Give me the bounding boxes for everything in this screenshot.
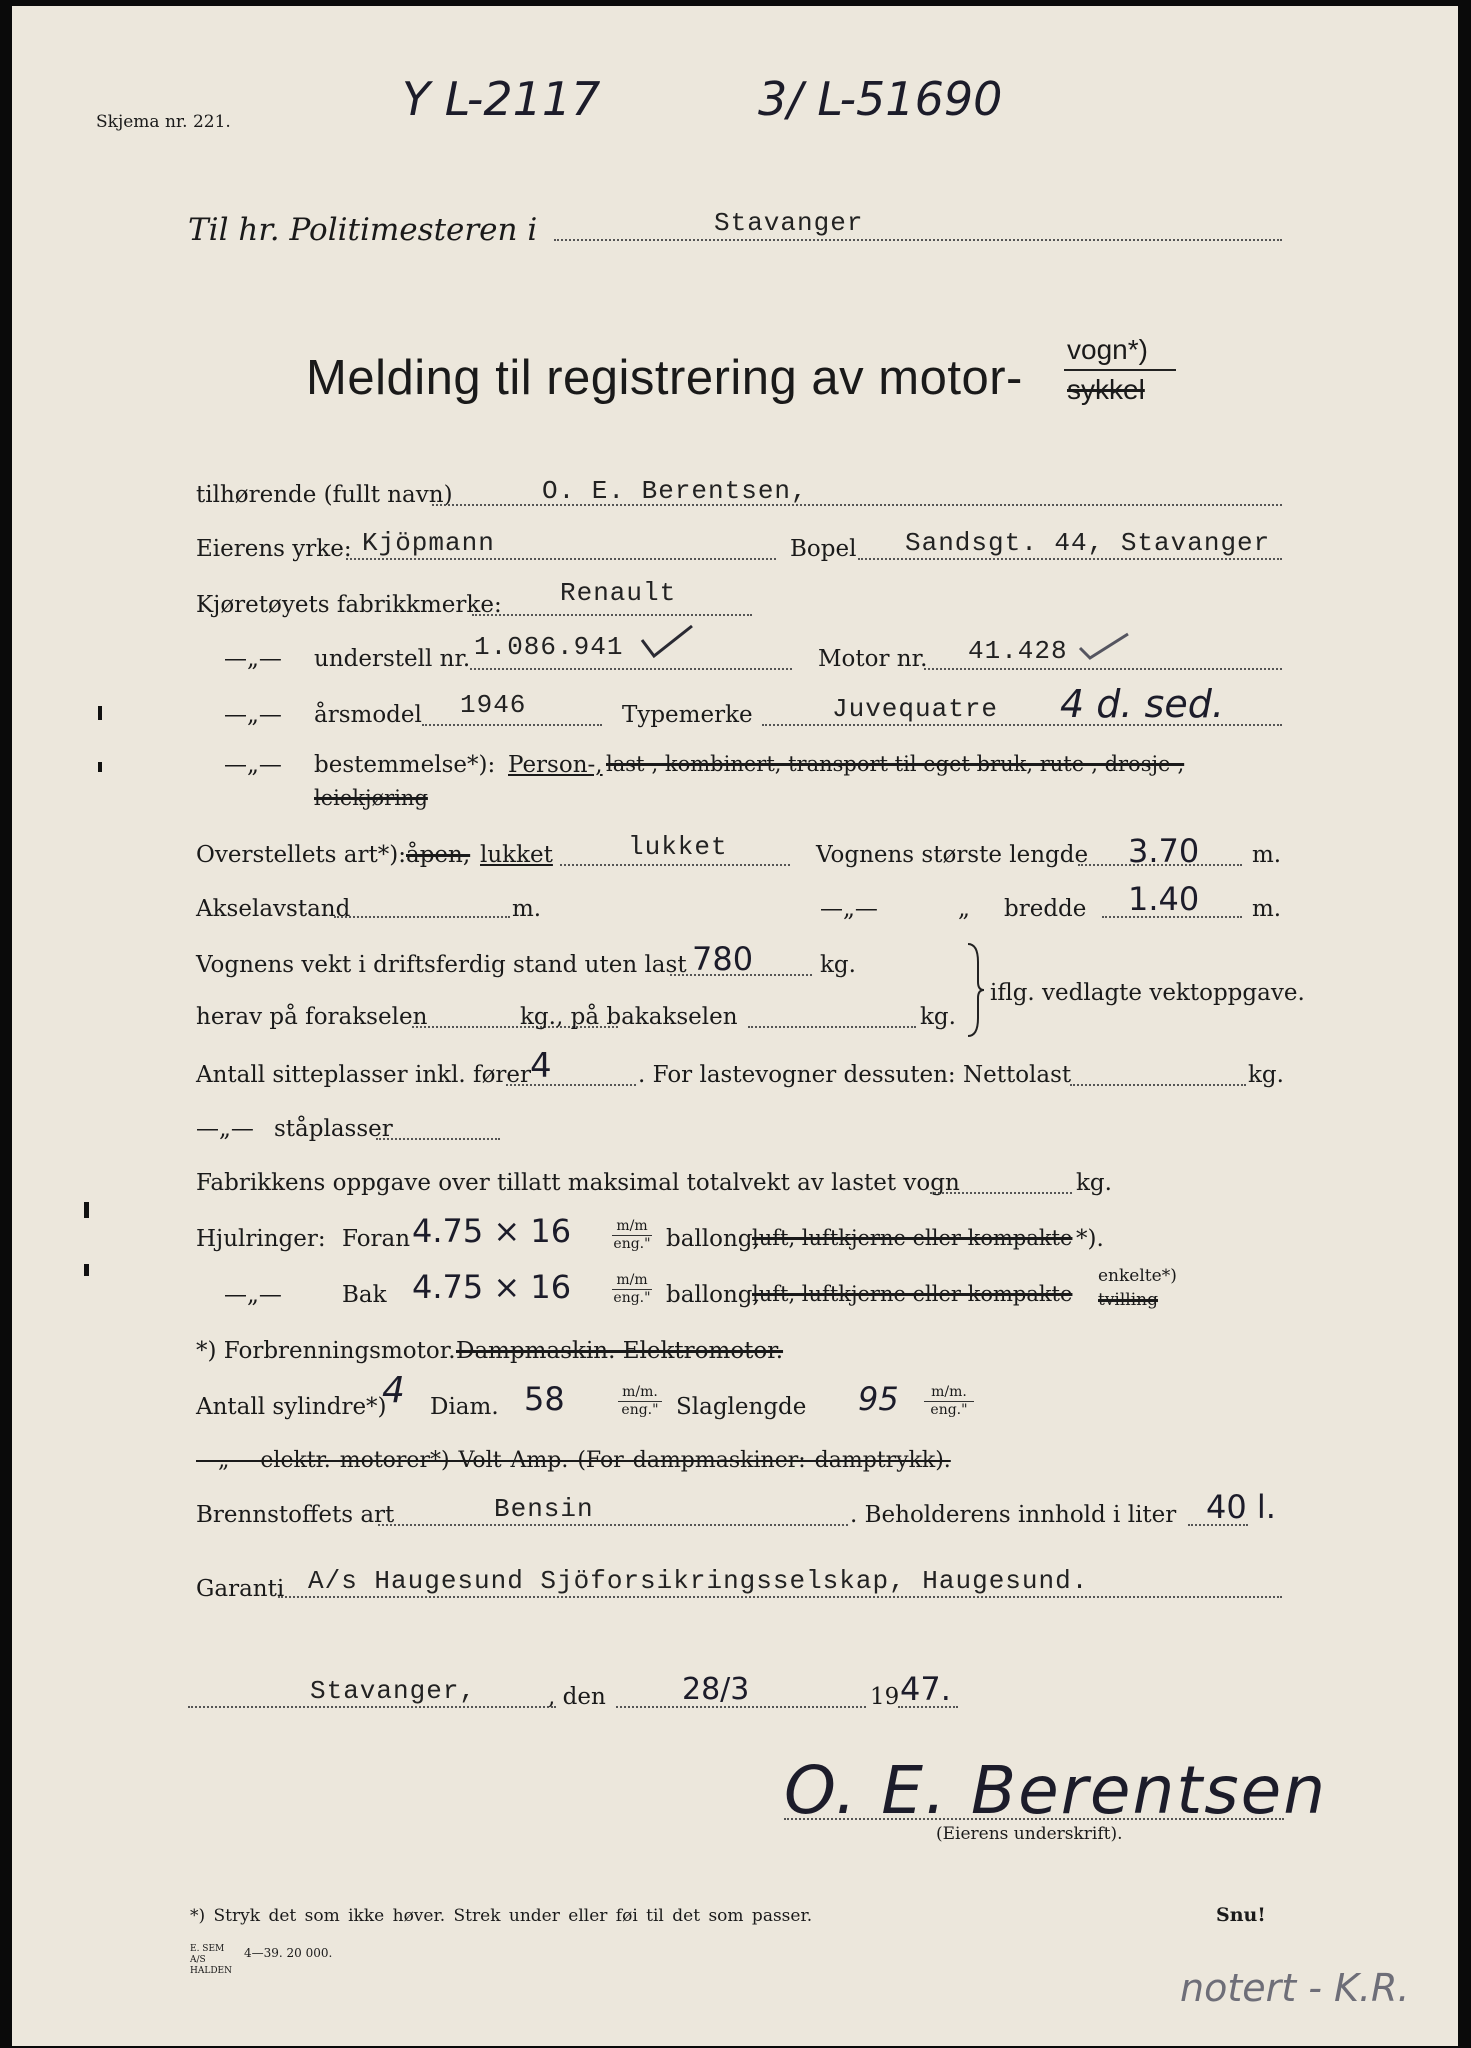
handwritten-reference-2: 3/ L-51690 (758, 72, 1003, 126)
signature-place: Stavanger, (310, 1676, 477, 1706)
width-label: bredde (1004, 896, 1087, 922)
dotted-line (346, 558, 776, 560)
dotted-line (930, 1192, 1072, 1194)
engine-type-selected: *) Forbrenningsmotor. (196, 1338, 456, 1364)
printer-imprint: E. SEM A/S HALDEN (190, 1944, 232, 1976)
dotted-line (898, 1706, 958, 1708)
dotted-line (924, 668, 1282, 670)
tires-rear-unit: m/m eng." (613, 1272, 651, 1306)
max-weight-label: Fabrikkens oppgave over tillatt maksimal totalvekt av lastet vogn (196, 1170, 960, 1196)
turn-over-note: Snu! (1216, 1904, 1266, 1926)
body-type-label: Overstellets art*): (196, 842, 406, 868)
guarantee-label: Garanti (196, 1576, 285, 1602)
ditto-mark: —„— (820, 896, 878, 922)
dotted-line (506, 1084, 636, 1086)
ditto-mark: —„— (224, 702, 282, 728)
payload-unit: kg. (1248, 1062, 1284, 1088)
dotted-line (1078, 864, 1242, 866)
tires-rear-balloon: ballong, (666, 1282, 760, 1308)
dotted-line (472, 614, 752, 616)
seats-value: 4 (530, 1046, 552, 1086)
guarantee-value: A/s Haugesund Sjöforsikringsselskap, Haugesund. (308, 1566, 1089, 1596)
max-weight-unit: kg. (1076, 1170, 1112, 1196)
dotted-line (188, 1706, 556, 1708)
registration-form-page (12, 6, 1458, 2046)
tires-rear-twin: tvilling (1098, 1290, 1159, 1310)
payload-label: . For lastevogner dessuten: Nettolast (638, 1062, 1072, 1088)
print-run: 4—39. 20 000. (244, 1946, 333, 1960)
purpose-struck-options: last-, kombinert, transport til eget bruk, rute-, drosje-, (606, 752, 1185, 776)
make-label: Kjøretøyets fabrikkmerke: (196, 592, 502, 618)
dotted-line (858, 558, 1282, 560)
check-mark-icon (1076, 628, 1132, 664)
dotted-line (1102, 916, 1242, 918)
tires-rear-single: enkelte*) (1098, 1266, 1177, 1286)
footnote: *) Stryk det som ikke høver. Strek under eller føi til det som passer. (190, 1906, 813, 1926)
type-label: Typemerke (622, 702, 753, 728)
wheelbase-label: Akselavstand (196, 896, 351, 922)
stroke-value: 95 (858, 1380, 899, 1418)
body-closed-option: lukket (480, 842, 553, 868)
length-unit: m. (1252, 842, 1282, 868)
engine-number-label: Motor nr. (818, 646, 928, 672)
chassis-label: understell nr. (314, 646, 471, 672)
dotted-line (432, 504, 1282, 506)
model-year: 1946 (460, 690, 527, 720)
tires-label: Hjulringer: (196, 1226, 326, 1252)
bore-label: Diam. (430, 1394, 499, 1420)
owner-name: O. E. Berentsen, (542, 476, 808, 506)
ditto-mark: —„— (224, 646, 282, 672)
length-label: Vognens største lengde (816, 842, 1089, 868)
seats-label: Antall sitteplasser inkl. fører (196, 1062, 532, 1088)
signature-caption: (Eierens underskrift). (936, 1824, 1123, 1844)
handwritten-note: notert - K.R. (1180, 1966, 1410, 2010)
form-number: Skjema nr. 221. (96, 112, 231, 132)
form-title: Melding til registrering av motor- (306, 351, 1023, 405)
title-option-vogn: vogn*) (1067, 334, 1148, 365)
dotted-line (378, 1524, 848, 1526)
address-label: Bopel (790, 536, 857, 562)
addressee-label: Til hr. Politimesteren i (188, 212, 538, 248)
cylinders-value: 4 (382, 1370, 405, 1411)
standing-places-label: ståplasser (274, 1116, 393, 1142)
address-value: Sandsgt. 44, Stavanger (905, 528, 1271, 558)
model-year-label: årsmodel (314, 702, 422, 728)
check-mark-icon (638, 622, 698, 662)
dotted-line (554, 239, 1282, 241)
dotted-line (422, 724, 602, 726)
ditto-mark: —„— (196, 1116, 254, 1142)
wheelbase-unit: m. (512, 896, 542, 922)
tires-rear-size: 4.75 × 16 (412, 1268, 572, 1306)
make-value: Renault (560, 578, 677, 608)
chassis-number: 1.086.941 (474, 632, 624, 662)
purpose-label: bestemmelse*): (314, 752, 496, 778)
tires-rear-label: Bak (342, 1282, 387, 1308)
margin-mark (84, 1202, 89, 1218)
length-value: 3.70 (1128, 832, 1200, 870)
width-ditto: „ (958, 896, 970, 922)
bore-unit: m/m. eng." (618, 1384, 662, 1419)
title-option-divider (1064, 369, 1176, 371)
tires-front-footnote: *). (1076, 1226, 1104, 1252)
tires-front-label: Foran (342, 1226, 411, 1252)
margin-mark (84, 1264, 89, 1276)
year-prefix: 19 (870, 1684, 900, 1710)
owner-name-label: tilhørende (fullt navn) (196, 482, 453, 508)
purpose-struck-hire: leiekjøring (314, 786, 428, 810)
occupation-label: Eierens yrke: (196, 536, 352, 562)
occupation-value: Kjöpmann (362, 528, 495, 558)
dotted-line (616, 1706, 866, 1708)
margin-mark (98, 762, 102, 772)
front-axle-label: herav på forakselen (196, 1004, 428, 1030)
cylinders-label: Antall sylindre*) (196, 1394, 387, 1420)
margin-mark (98, 706, 102, 720)
weight-certificate-note: iflg. vedlagte vektoppgave. (990, 980, 1305, 1006)
dotted-line (334, 916, 510, 918)
owner-signature: O. E. Berentsen (784, 1752, 1328, 1829)
stroke-label: Slaglengde (676, 1394, 807, 1420)
width-value: 1.40 (1128, 880, 1200, 918)
electric-motor-line-struck: —„— elektr. motorer*) Volt Amp. (For dampmaskiner: damptrykk). (196, 1448, 951, 1473)
tires-front-struck: luft, luftkjerne eller kompakte (752, 1226, 1073, 1250)
addressee-city: Stavanger (714, 208, 864, 238)
dotted-line (748, 1026, 916, 1028)
kerb-weight-unit: kg. (820, 952, 856, 978)
dotted-line (670, 974, 812, 976)
tires-front-balloon: ballong, (666, 1226, 760, 1252)
tires-front-unit: m/m eng." (613, 1218, 651, 1252)
date-label: , den (548, 1684, 606, 1710)
ditto-mark: —„— (224, 752, 282, 778)
bore-value: 58 (524, 1380, 565, 1418)
type-handwritten: 4 d. sed. (1060, 682, 1224, 726)
dotted-line (560, 864, 790, 866)
rear-axle-label: kg., på bakakselen (520, 1004, 738, 1030)
tank-value: 40 l. (1206, 1488, 1276, 1526)
dotted-line (470, 668, 792, 670)
fuel-label: Brennstoffets art (196, 1502, 395, 1528)
dotted-line (784, 1818, 1284, 1820)
tires-rear-struck: luft, luftkjerne eller kompakte (752, 1282, 1073, 1306)
dotted-line (376, 1138, 500, 1140)
dotted-line (1070, 1084, 1246, 1086)
dotted-line (762, 724, 1282, 726)
body-open-struck: åpen, (406, 842, 471, 868)
fuel-value: Bensin (494, 1494, 594, 1524)
body-type-value: lukket (628, 832, 728, 862)
engine-number: 41.428 (968, 636, 1068, 666)
stroke-unit: m/m. eng." (924, 1384, 974, 1419)
type-value: Juvequatre (832, 694, 999, 724)
rear-axle-unit: kg. (920, 1004, 956, 1030)
width-unit: m. (1252, 896, 1282, 922)
kerb-weight-value: 780 (692, 940, 754, 978)
title-option-sykkel: sykkel (1067, 374, 1145, 405)
kerb-weight-label: Vognens vekt i driftsferdig stand uten last (196, 952, 687, 978)
engine-type-struck: Dampmaskin. Elektromotor. (456, 1338, 784, 1364)
dotted-line (278, 1596, 1282, 1598)
year-suffix: 47. (900, 1670, 951, 1708)
tires-front-size: 4.75 × 16 (412, 1212, 572, 1250)
ditto-mark: —„— (224, 1282, 282, 1308)
brace-icon (964, 942, 986, 1038)
date-value: 28/3 (682, 1672, 750, 1707)
dotted-line (1188, 1524, 1248, 1526)
handwritten-reference-1: Y L-2117 (402, 72, 601, 126)
purpose-selected: Person-, (508, 752, 603, 778)
tank-label: . Beholderens innhold i liter (850, 1502, 1177, 1528)
